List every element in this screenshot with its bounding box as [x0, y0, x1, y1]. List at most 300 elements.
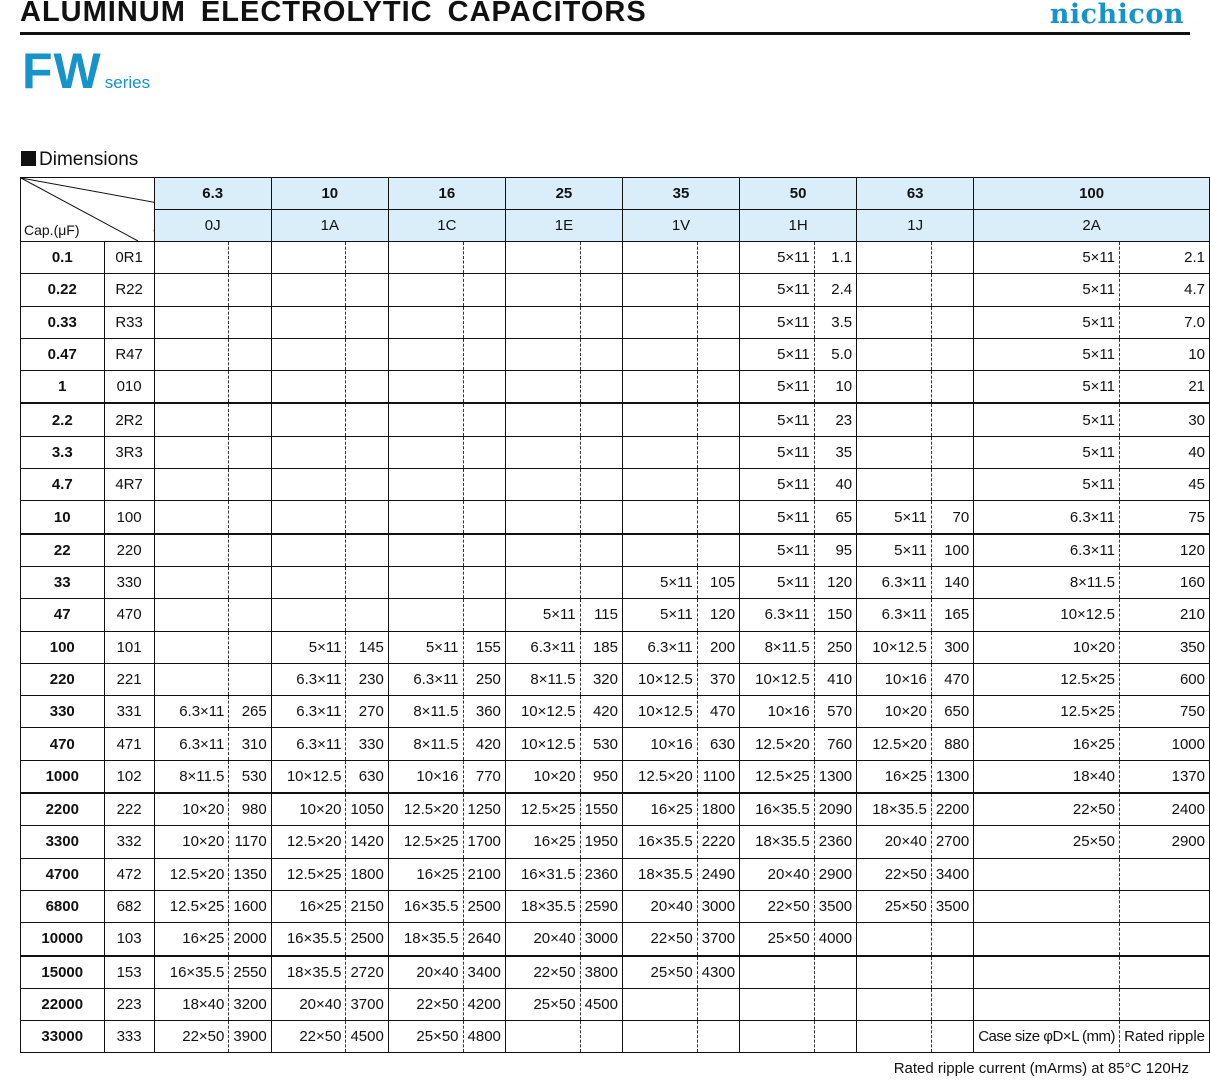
capacitance-cell: 1	[21, 371, 105, 404]
case-size-cell: 25×50	[740, 923, 815, 956]
case-size-cell	[622, 242, 697, 274]
case-size-cell	[154, 436, 229, 468]
case-size-cell: 16×25	[505, 826, 580, 858]
ripple-current-cell	[346, 534, 388, 567]
case-size-cell: 5×11	[740, 403, 815, 436]
case-size-cell	[622, 1021, 697, 1053]
case-size-cell	[974, 858, 1120, 890]
ripple-current-cell	[229, 242, 271, 274]
table-row	[21, 1021, 1210, 1053]
ripple-current-cell: 980	[229, 793, 271, 826]
case-size-cell: 22×50	[154, 1021, 229, 1053]
case-size-cell	[857, 1021, 932, 1053]
ripple-current-cell: 1800	[346, 858, 388, 890]
square-bullet-icon	[21, 151, 36, 166]
ripple-current-cell	[697, 988, 739, 1020]
ripple-current-cell: 3400	[463, 956, 505, 989]
case-size-cell: 20×40	[388, 956, 463, 989]
ripple-current-cell: 120	[697, 599, 739, 631]
ripple-current-cell	[814, 956, 856, 989]
case-size-cell	[154, 371, 229, 404]
case-size-cell: 5×11	[974, 338, 1120, 370]
ripple-current-cell: 3700	[346, 988, 388, 1020]
ripple-current-cell: 2590	[580, 890, 622, 922]
table-row	[21, 436, 1210, 468]
ripple-current-cell: 2360	[580, 858, 622, 890]
case-size-cell: 22×50	[388, 988, 463, 1020]
capacitance-cell: 100	[21, 631, 105, 663]
code-cell: 010	[104, 371, 154, 404]
case-size-cell: 25×50	[974, 826, 1120, 858]
code-cell: 472	[104, 858, 154, 890]
ripple-current-cell	[229, 599, 271, 631]
ripple-current-cell	[1120, 923, 1210, 956]
capacitance-cell: 0.47	[21, 338, 105, 370]
table-row	[21, 501, 1210, 534]
code-cell: 103	[104, 923, 154, 956]
case-size-cell: 5×11	[740, 501, 815, 534]
case-size-cell: 22×50	[505, 956, 580, 989]
case-size-cell: 5×11	[740, 469, 815, 501]
case-size-cell	[271, 403, 346, 436]
ripple-current-cell	[697, 371, 739, 404]
ripple-current-cell	[931, 956, 973, 989]
case-size-cell	[388, 566, 463, 598]
section-title	[21, 149, 138, 171]
ripple-current-cell: 600	[1120, 663, 1210, 695]
code-cell: R22	[104, 274, 154, 306]
case-size-cell	[622, 534, 697, 567]
code-cell: 470	[104, 599, 154, 631]
case-size-cell	[505, 566, 580, 598]
case-size-cell: 10×20	[505, 760, 580, 793]
ripple-current-cell: 3700	[697, 923, 739, 956]
case-size-cell	[622, 306, 697, 338]
ripple-current-cell	[697, 338, 739, 370]
table-row	[21, 403, 1210, 436]
case-size-cell	[388, 403, 463, 436]
ripple-current-cell: 770	[463, 760, 505, 793]
case-size-cell: 6.3×11	[622, 631, 697, 663]
case-size-cell: 5×11	[974, 436, 1120, 468]
ripple-current-cell: 210	[1120, 599, 1210, 631]
ripple-current-cell: 115	[580, 599, 622, 631]
case-size-cell: 10×16	[857, 663, 932, 695]
table-row	[21, 890, 1210, 922]
header-rule	[20, 32, 1190, 35]
case-size-cell: 6.3×11	[271, 728, 346, 760]
case-size-cell: 8×11.5	[388, 696, 463, 728]
table-row	[21, 858, 1210, 890]
case-size-cell	[154, 566, 229, 598]
voltage-header: 35	[622, 178, 739, 210]
ripple-current-cell	[463, 274, 505, 306]
case-size-cell: 5×11	[740, 436, 815, 468]
ripple-current-cell: 2150	[346, 890, 388, 922]
ripple-current-cell: 45	[1120, 469, 1210, 501]
ripple-current-cell: 4000	[814, 923, 856, 956]
case-size-cell: 25×50	[388, 1021, 463, 1053]
case-size-cell	[857, 242, 932, 274]
ripple-current-cell: 3900	[229, 1021, 271, 1053]
ripple-current-cell: 2200	[931, 793, 973, 826]
case-size-cell: 5×11	[740, 242, 815, 274]
ripple-current-cell	[229, 371, 271, 404]
ripple-current-cell	[697, 403, 739, 436]
capacitance-cell: 33	[21, 566, 105, 598]
capacitance-cell: 33000	[21, 1021, 105, 1053]
case-size-cell	[857, 436, 932, 468]
case-size-cell: 6.3×11	[857, 566, 932, 598]
ripple-current-cell: 330	[346, 728, 388, 760]
table-row	[21, 728, 1210, 760]
code-cell: R47	[104, 338, 154, 370]
ripple-current-cell	[697, 501, 739, 534]
ripple-current-cell: 1350	[229, 858, 271, 890]
code-cell: R33	[104, 306, 154, 338]
case-size-cell	[622, 436, 697, 468]
case-size-cell	[388, 501, 463, 534]
ripple-current-cell: 200	[697, 631, 739, 663]
ripple-current-cell	[463, 501, 505, 534]
ripple-current-cell	[580, 403, 622, 436]
table-row	[21, 338, 1210, 370]
case-size-cell	[388, 599, 463, 631]
ripple-current-cell: 165	[931, 599, 973, 631]
case-size-cell: 12.5×25	[740, 760, 815, 793]
case-size-cell: 16×35.5	[740, 793, 815, 826]
voltage-code-header: 2A	[974, 210, 1210, 242]
ripple-current-cell: 1050	[346, 793, 388, 826]
ripple-current-cell: 470	[931, 663, 973, 695]
case-size-cell: 12.5×20	[271, 826, 346, 858]
capacitance-cell: 0.1	[21, 242, 105, 274]
table-row	[21, 242, 1210, 274]
ripple-current-cell: 100	[931, 534, 973, 567]
case-size-cell	[388, 534, 463, 567]
case-size-cell: 6.3×11	[154, 728, 229, 760]
case-size-cell: 5×11	[974, 371, 1120, 404]
code-cell: 100	[104, 501, 154, 534]
ripple-current-cell	[931, 306, 973, 338]
case-size-cell: 25×50	[857, 890, 932, 922]
ripple-current-cell: 10	[1120, 338, 1210, 370]
ripple-current-cell: 4500	[346, 1021, 388, 1053]
voltage-header: 50	[740, 178, 857, 210]
ripple-current-cell	[931, 436, 973, 468]
case-size-cell: 20×40	[271, 988, 346, 1020]
ripple-current-cell	[1120, 858, 1210, 890]
table-row	[21, 760, 1210, 793]
capacitance-cell: 3.3	[21, 436, 105, 468]
table-row	[21, 534, 1210, 567]
ripple-current-cell	[697, 534, 739, 567]
ripple-current-cell: 420	[580, 696, 622, 728]
case-size-cell: 22×50	[271, 1021, 346, 1053]
ripple-current-cell	[346, 338, 388, 370]
case-size-cell: 5×11	[622, 599, 697, 631]
case-size-cell	[271, 338, 346, 370]
capacitance-cell: 47	[21, 599, 105, 631]
case-size-cell	[271, 306, 346, 338]
case-size-cell	[154, 501, 229, 534]
ripple-current-cell	[931, 988, 973, 1020]
series-name: FW	[22, 43, 102, 99]
ripple-current-cell	[346, 501, 388, 534]
ripple-current-cell	[463, 469, 505, 501]
case-size-cell: 10×20	[857, 696, 932, 728]
table-row	[21, 469, 1210, 501]
case-size-cell	[271, 371, 346, 404]
ripple-current-cell	[346, 436, 388, 468]
capacitance-cell: 4700	[21, 858, 105, 890]
case-size-cell	[388, 274, 463, 306]
case-size-cell	[857, 988, 932, 1020]
case-size-cell: 16×25	[622, 793, 697, 826]
ripple-current-cell: 35	[814, 436, 856, 468]
table-row	[21, 566, 1210, 598]
capacitance-cell: 10000	[21, 923, 105, 956]
case-size-cell	[271, 469, 346, 501]
ripple-current-cell: 1250	[463, 793, 505, 826]
case-size-cell	[857, 371, 932, 404]
code-cell: 102	[104, 760, 154, 793]
ripple-current-cell	[229, 338, 271, 370]
case-size-cell	[154, 534, 229, 567]
ripple-current-cell: 30	[1120, 403, 1210, 436]
ripple-current-cell	[931, 403, 973, 436]
case-size-cell: 12.5×25	[974, 663, 1120, 695]
table-row	[21, 663, 1210, 695]
ripple-current-cell: 23	[814, 403, 856, 436]
voltage-header: 10	[271, 178, 388, 210]
case-size-cell: 10×12.5	[505, 728, 580, 760]
ripple-current-cell: 300	[931, 631, 973, 663]
case-size-cell: 16×35.5	[271, 923, 346, 956]
ripple-current-cell: 410	[814, 663, 856, 695]
legend-rated-ripple: Rated ripple	[1120, 1021, 1210, 1053]
ripple-current-cell	[1120, 890, 1210, 922]
case-size-cell: 22×50	[974, 793, 1120, 826]
case-size-cell: 8×11.5	[740, 631, 815, 663]
ripple-current-cell	[580, 469, 622, 501]
case-size-cell: 10×12.5	[271, 760, 346, 793]
ripple-current-cell	[229, 436, 271, 468]
case-size-cell: 8×11.5	[974, 566, 1120, 598]
footnote: Rated ripple current (mArms) at 85°C 120Hz	[893, 1060, 1189, 1077]
case-size-cell: 22×50	[857, 858, 932, 890]
ripple-current-cell	[463, 436, 505, 468]
case-size-cell	[857, 274, 932, 306]
ripple-current-cell: 145	[346, 631, 388, 663]
ripple-current-cell: 370	[697, 663, 739, 695]
case-size-cell	[388, 469, 463, 501]
ripple-current-cell: 630	[697, 728, 739, 760]
case-size-cell: 16×25	[388, 858, 463, 890]
ripple-current-cell: 185	[580, 631, 622, 663]
table-row	[21, 923, 1210, 956]
ripple-current-cell	[931, 469, 973, 501]
case-size-cell	[857, 338, 932, 370]
case-size-cell: 5×11	[388, 631, 463, 663]
ripple-current-cell: 3500	[931, 890, 973, 922]
case-size-cell: 16×25	[857, 760, 932, 793]
ripple-current-cell: 70	[931, 501, 973, 534]
case-size-cell: 12.5×20	[857, 728, 932, 760]
ripple-current-cell: 3800	[580, 956, 622, 989]
case-size-cell: 6.3×11	[740, 599, 815, 631]
ripple-current-cell: 530	[229, 760, 271, 793]
table-row	[21, 306, 1210, 338]
table-row	[21, 696, 1210, 728]
code-cell: 4R7	[104, 469, 154, 501]
ripple-current-cell: 2090	[814, 793, 856, 826]
ripple-current-cell	[580, 338, 622, 370]
capacitance-cell: 15000	[21, 956, 105, 989]
code-cell: 101	[104, 631, 154, 663]
table-corner	[21, 178, 155, 242]
ripple-current-cell: 2900	[1120, 826, 1210, 858]
ripple-current-cell	[580, 501, 622, 534]
case-size-cell: 10×20	[154, 793, 229, 826]
ripple-current-cell: 120	[1120, 534, 1210, 567]
case-size-cell: 6.3×11	[388, 663, 463, 695]
capacitance-cell: 0.33	[21, 306, 105, 338]
code-cell: 331	[104, 696, 154, 728]
ripple-current-cell	[697, 436, 739, 468]
ripple-current-cell: 95	[814, 534, 856, 567]
case-size-cell: 10×16	[740, 696, 815, 728]
case-size-cell	[271, 599, 346, 631]
case-size-cell: 12.5×25	[271, 858, 346, 890]
ripple-current-cell: 4.7	[1120, 274, 1210, 306]
capacitance-cell: 0.22	[21, 274, 105, 306]
capacitance-cell: 1000	[21, 760, 105, 793]
ripple-current-cell: 1300	[931, 760, 973, 793]
case-size-cell: 5×11	[857, 501, 932, 534]
ripple-current-cell: 2360	[814, 826, 856, 858]
page-title: ALUMINUM ELECTROLYTIC CAPACITORS	[20, 0, 647, 28]
ripple-current-cell: 630	[346, 760, 388, 793]
case-size-cell	[505, 274, 580, 306]
case-size-cell: 5×11	[740, 566, 815, 598]
ripple-current-cell	[229, 663, 271, 695]
case-size-cell	[857, 923, 932, 956]
ripple-current-cell	[580, 371, 622, 404]
ripple-current-cell	[463, 242, 505, 274]
case-size-cell	[154, 338, 229, 370]
ripple-current-cell	[229, 306, 271, 338]
case-size-cell: 10×12.5	[622, 663, 697, 695]
voltage-code-header: 1V	[622, 210, 739, 242]
capacitance-cell: 10	[21, 501, 105, 534]
case-size-cell: 5×11	[740, 306, 815, 338]
case-size-cell: 10×20	[974, 631, 1120, 663]
code-cell: 682	[104, 890, 154, 922]
case-size-cell	[974, 890, 1120, 922]
case-size-cell: 16×25	[154, 923, 229, 956]
case-size-cell: 5×11	[271, 631, 346, 663]
ripple-current-cell	[580, 1021, 622, 1053]
ripple-current-cell: 230	[346, 663, 388, 695]
ripple-current-cell: 7.0	[1120, 306, 1210, 338]
ripple-current-cell: 950	[580, 760, 622, 793]
case-size-cell: 8×11.5	[505, 663, 580, 695]
case-size-cell	[271, 501, 346, 534]
case-size-cell	[154, 631, 229, 663]
code-axis-label	[153, 222, 154, 238]
case-size-cell: 6.3×11	[271, 696, 346, 728]
case-size-cell: 10×12.5	[622, 696, 697, 728]
ripple-current-cell	[346, 599, 388, 631]
case-size-cell	[388, 306, 463, 338]
ripple-current-cell: 2500	[346, 923, 388, 956]
ripple-current-cell: 360	[463, 696, 505, 728]
section-title-text: Dimensions	[39, 149, 139, 170]
capacitance-cell: 470	[21, 728, 105, 760]
code-cell: 471	[104, 728, 154, 760]
ripple-current-cell: 10	[814, 371, 856, 404]
case-size-cell	[622, 274, 697, 306]
case-size-cell: 12.5×25	[154, 890, 229, 922]
code-cell: 0R1	[104, 242, 154, 274]
code-cell: 221	[104, 663, 154, 695]
voltage-header: 6.3	[154, 178, 271, 210]
ripple-current-cell: 3000	[697, 890, 739, 922]
case-size-cell	[388, 242, 463, 274]
ripple-current-cell: 2490	[697, 858, 739, 890]
ripple-current-cell: 270	[346, 696, 388, 728]
case-size-cell: 18×35.5	[740, 826, 815, 858]
ripple-current-cell: 1420	[346, 826, 388, 858]
case-size-cell: 16×25	[974, 728, 1120, 760]
case-size-cell	[622, 469, 697, 501]
ripple-current-cell: 750	[1120, 696, 1210, 728]
ripple-current-cell: 160	[1120, 566, 1210, 598]
case-size-cell	[154, 403, 229, 436]
case-size-cell: 16×35.5	[622, 826, 697, 858]
ripple-current-cell	[697, 242, 739, 274]
ripple-current-cell	[931, 274, 973, 306]
ripple-current-cell	[1120, 956, 1210, 989]
capacitance-axis-label: Cap.(μF)	[24, 222, 80, 238]
voltage-code-header: 1H	[740, 210, 857, 242]
ripple-current-cell: 2550	[229, 956, 271, 989]
ripple-current-cell	[346, 566, 388, 598]
ripple-current-cell: 2220	[697, 826, 739, 858]
case-size-cell	[505, 242, 580, 274]
case-size-cell: 12.5×20	[388, 793, 463, 826]
ripple-current-cell: 40	[814, 469, 856, 501]
case-size-cell: 5×11	[505, 599, 580, 631]
voltage-code-header: 1E	[505, 210, 622, 242]
ripple-current-cell: 2400	[1120, 793, 1210, 826]
ripple-current-cell	[229, 501, 271, 534]
case-size-cell: 12.5×25	[388, 826, 463, 858]
brand-logo: nichicon	[1049, 0, 1184, 30]
ripple-current-cell: 1600	[229, 890, 271, 922]
case-size-cell	[974, 988, 1120, 1020]
case-size-cell	[622, 501, 697, 534]
ripple-current-cell: 1300	[814, 760, 856, 793]
capacitance-cell: 220	[21, 663, 105, 695]
ripple-current-cell: 150	[814, 599, 856, 631]
ripple-current-cell: 1170	[229, 826, 271, 858]
case-size-cell: 16×35.5	[388, 890, 463, 922]
ripple-current-cell	[814, 988, 856, 1020]
case-size-cell: 25×50	[505, 988, 580, 1020]
case-size-cell: 5×11	[740, 338, 815, 370]
